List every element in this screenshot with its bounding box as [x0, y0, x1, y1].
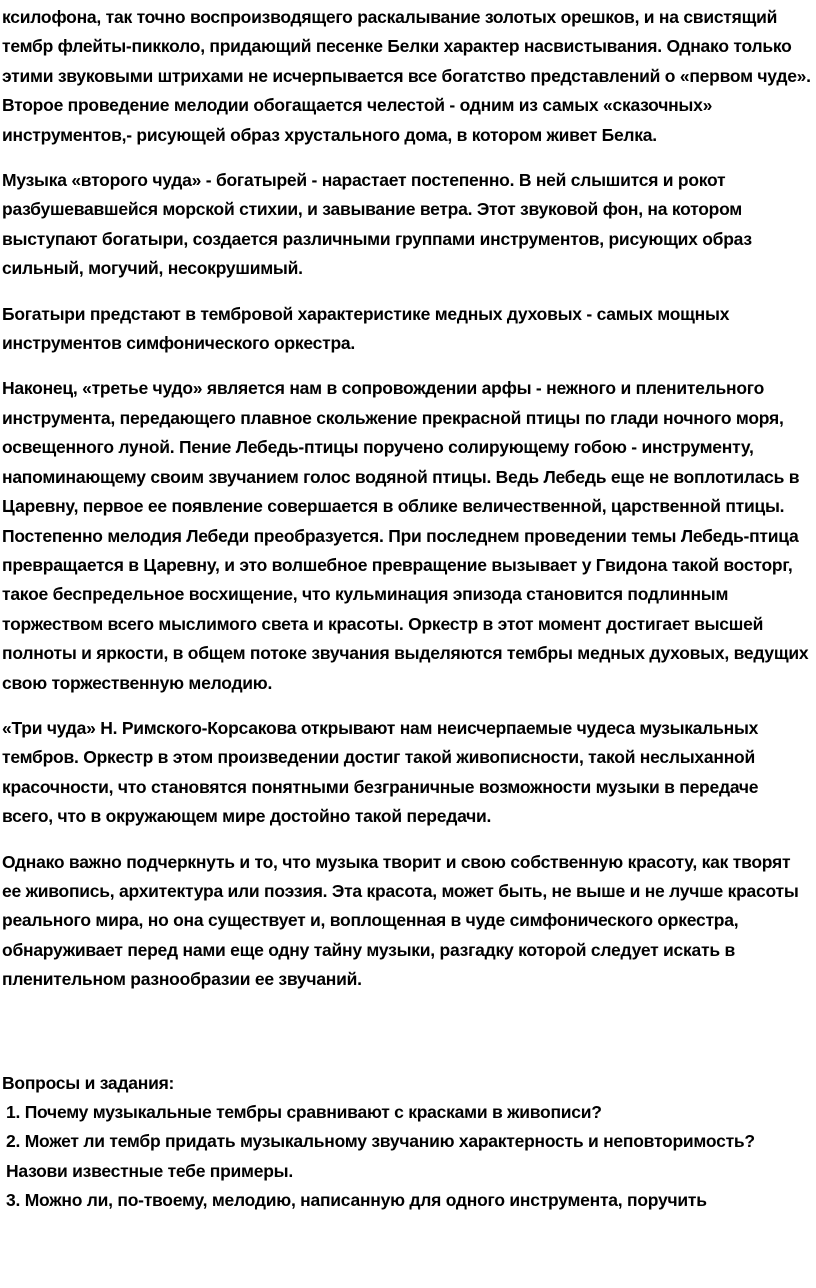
paragraph-celesta: ксилофона, так точно воспроизводящего раскалывание золотых орешков, и на свистящий тембр флейты-пикколо, придающий песенке Белки характер насвистывания. Однако только этими звуковыми штрихами не исчерпывается все богатство представлений о «первом чуде». Второе проведение мелодии обогащается челестой - одним из самых «сказочных» инструментов,- рисующей образ хрустального дома, в котором живет Белка. [2, 7, 811, 145]
question-item-3: 3. Можно ли, по-твоему, мелодию, написанную для одного инструмента, поручить [6, 1190, 707, 1211]
questions-heading: Вопросы и задания: [2, 1072, 175, 1093]
paragraph-swan: Наконец, «третье чудо» является нам в сопровождении арфы - нежного и пленительного инструмента, передающего плавное скольжение прекрасной птицы по глади ночного моря, освещенного луной. Пение Лебедь-птицы поручено солирующему гобою - инструменту, напоминающему своим звучанием голос водяной птицы. Ведь Лебедь еще не воплотилась в Царевну, первое ее появление совершается в облике величественной, царственной птицы. Постепенно мелодия Лебеди преобразуется. При последнем проведении темы Лебедь-птица превращается в Царевну, и это волшебное превращение вызывает у Гвидона такой восторг, такое беспредельное восхищение, что кульминация эпизода становится подлинным торжеством всего мыслимого света и красоты. Оркестр в этот момент достигает высшей полноты и яркости, в общем потоке звучания выделяются тембры медных духовых, ведущих свою торжественную мелодию. [2, 378, 809, 693]
paragraph-three-wonders: «Три чуда» Н. Римского-Корсакова открывают нам неисчерпаемые чудеса музыкальных тембров. Оркестр в этом произведении достиг такой живописности, такой неслыханной красочности, что становятся понятными безграничные возможности музыки в передаче всего, что в окружающем мире достойно такой передачи. [2, 717, 759, 827]
section-spacer [2, 1011, 813, 1069]
paragraph-bogatyri: Музыка «второго чуда» - богатырей - нарастает постепенно. В ней слышится и рокот разбушевавшейся морской стихии, и завывание ветра. Этот звуковой фон, на котором выступают богатыри, создается различными группами инструментов, рисующих образ сильный, могучий, несокрушимый. [2, 170, 752, 279]
paragraph-brass: Богатыри предстают в тембровой характеристике медных духовых - самых мощных инструментов симфонического оркестра. [2, 303, 730, 354]
question-item-2: 2. Может ли тембр придать музыкальному звучанию характерность и неповторимость? Назови известные тебе примеры. [6, 1131, 755, 1181]
paragraph-music-beauty: Однако важно подчеркнуть и то, что музыка творит и свою собственную красоту, как творят ее живопись, архитектура или поэзия. Эта красота, может быть, не выше и не лучше красоты реального мира, но она существует и, воплощенная в чуде симфонического оркестра, обнаруживает перед нами еще одну тайну музыки, разгадку которой следует искать в пленительном разнообразии ее звучаний. [2, 851, 799, 990]
question-item-1: 1. Почему музыкальные тембры сравнивают с красками в живописи? [6, 1102, 602, 1122]
